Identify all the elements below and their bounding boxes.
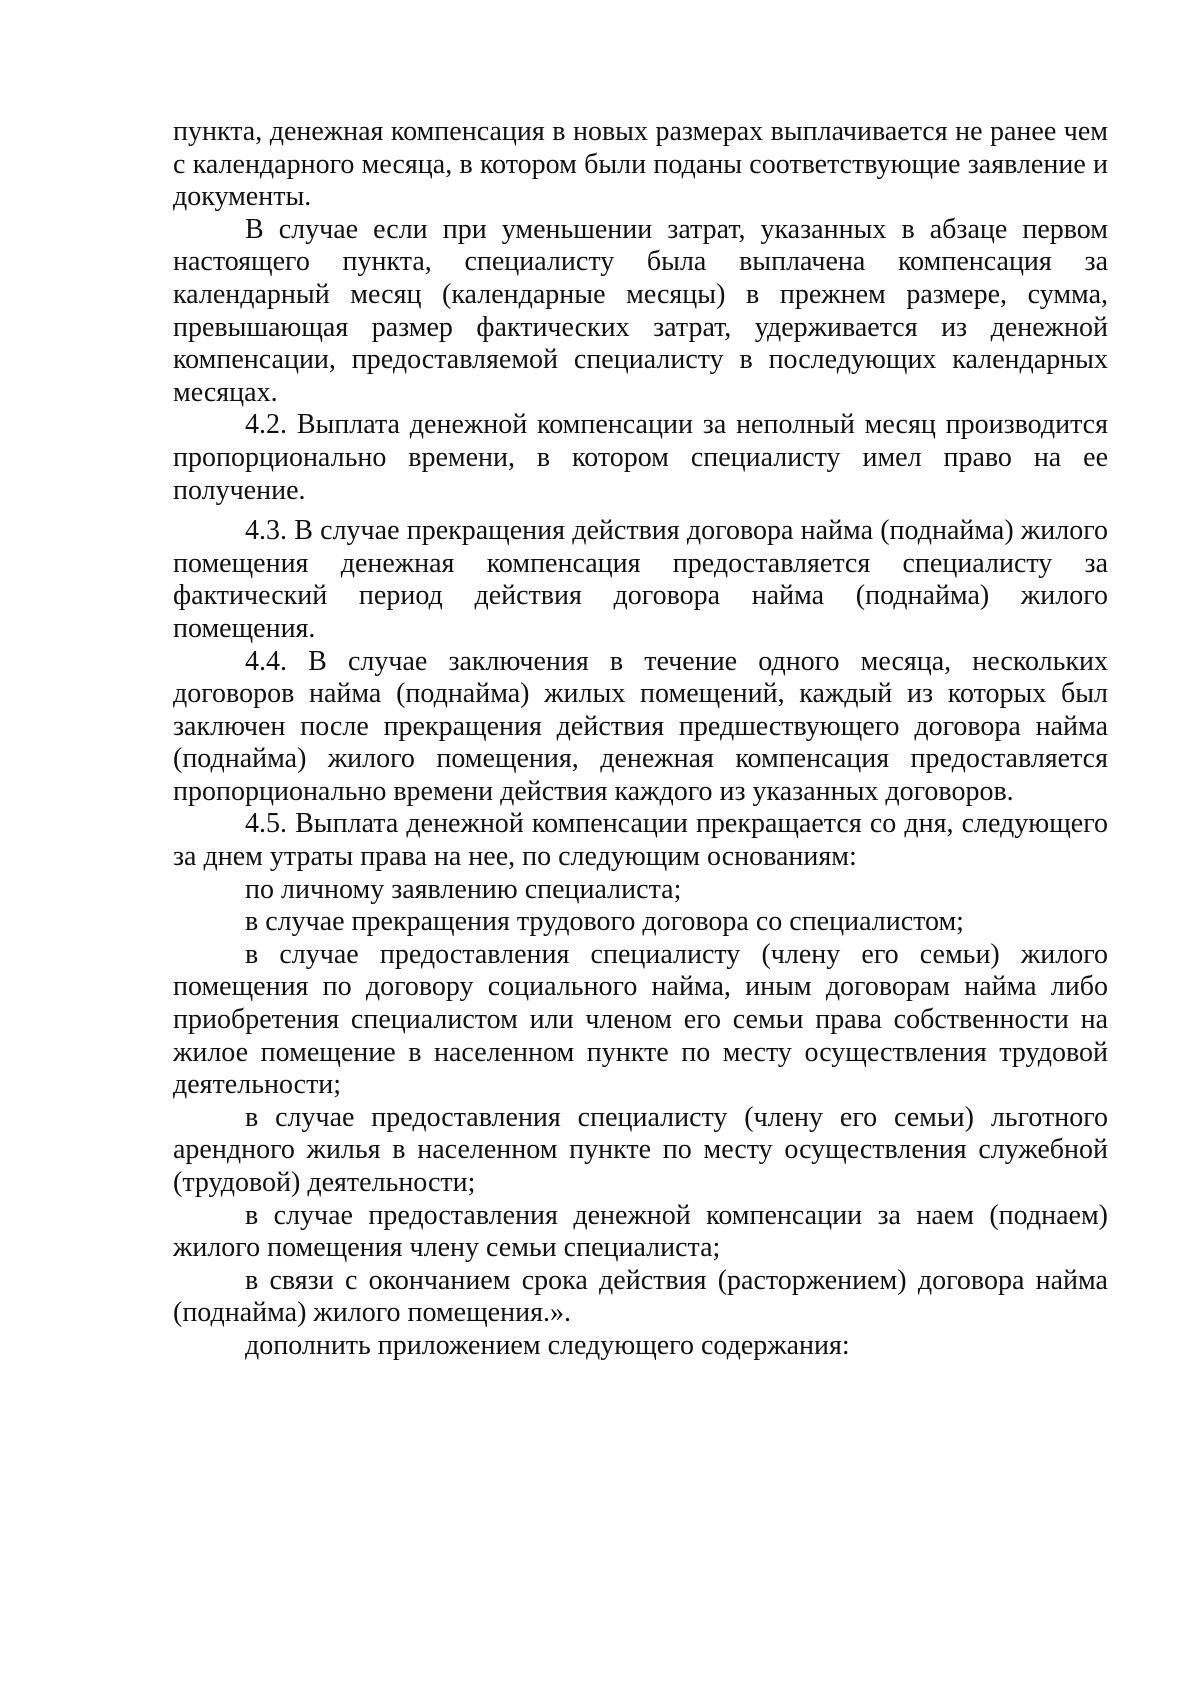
list-item-rental-housing: в случае предоставления специалисту (члену его семьи) льготного арендного жилья в населенном пункте по месту осуществления служебной (трудовой) деятельности; — [173, 1101, 1108, 1198]
paragraph-appendix-note: дополнить приложением следующего содержания: — [245, 1329, 850, 1361]
paragraph-4-3: 4.3. В случае прекращения действия договора найма (поднайма) жилого помещения денежная компенсация предоставляется специалисту за фактический период действия договора найма (поднайма) жилого помещения. — [173, 515, 1108, 644]
list-item-contract-expiry: в связи с окончанием срока действия (расторжением) договора найма (поднайма) жилого помещения.». — [173, 1264, 1108, 1329]
list-item-personal-request: по личному заявлению специалиста; — [245, 873, 682, 905]
paragraph-4-4: 4.4. В случае заключения в течение одного месяца, нескольких договоров найма (поднайма) жилых помещений, каждый из которых был заключен после прекращения действия предшествующего договора найма (поднайма) жилого помещения, денежная компенсация предоставляется пропорционально времени действия каждого из указанных договоров. — [173, 645, 1108, 807]
list-item-family-member: в случае предоставления денежной компенсации за наем (поднаем) жилого помещения члену семьи специалиста; — [173, 1199, 1108, 1264]
paragraph-4-5: 4.5. Выплата денежной компенсации прекращается со дня, следующего за днем утраты права на нее, по следующим основаниям: — [173, 808, 1108, 873]
list-item-social-housing: в случае предоставления специалисту (члену его семьи) жилого помещения по договору социального найма, иным договорам найма либо приобретения специалистом или членом его семьи права собственности на жилое помещение в населенном пункте по месту осуществления трудовой деятельности; — [173, 938, 1108, 1101]
document-body — [173, 116, 1108, 1363]
paragraph-cost-reduction: В случае если при уменьшении затрат, указанных в абзаце первом настоящего пункта, специалисту была выплачена компенсация за календарный месяц (календарные месяцы) в прежнем размере, сумма, превышающая размер фактических затрат, удерживается из денежной компенсации, предоставляемой специалисту в последующих календарных месяцах. — [173, 213, 1108, 408]
paragraph-continuation: пункта, денежная компенсация в новых размерах выплачивается не ранее чем с календарного месяца, в котором были поданы соответствующие заявление и документы. — [173, 116, 1108, 213]
list-item-labor-contract: в случае прекращения трудового договора со специалистом; — [245, 906, 964, 938]
paragraph-4-2: 4.2. Выплата денежной компенсации за неполный месяц производится пропорционально времени, в котором специалисту имел право на ее получение. — [173, 409, 1108, 506]
